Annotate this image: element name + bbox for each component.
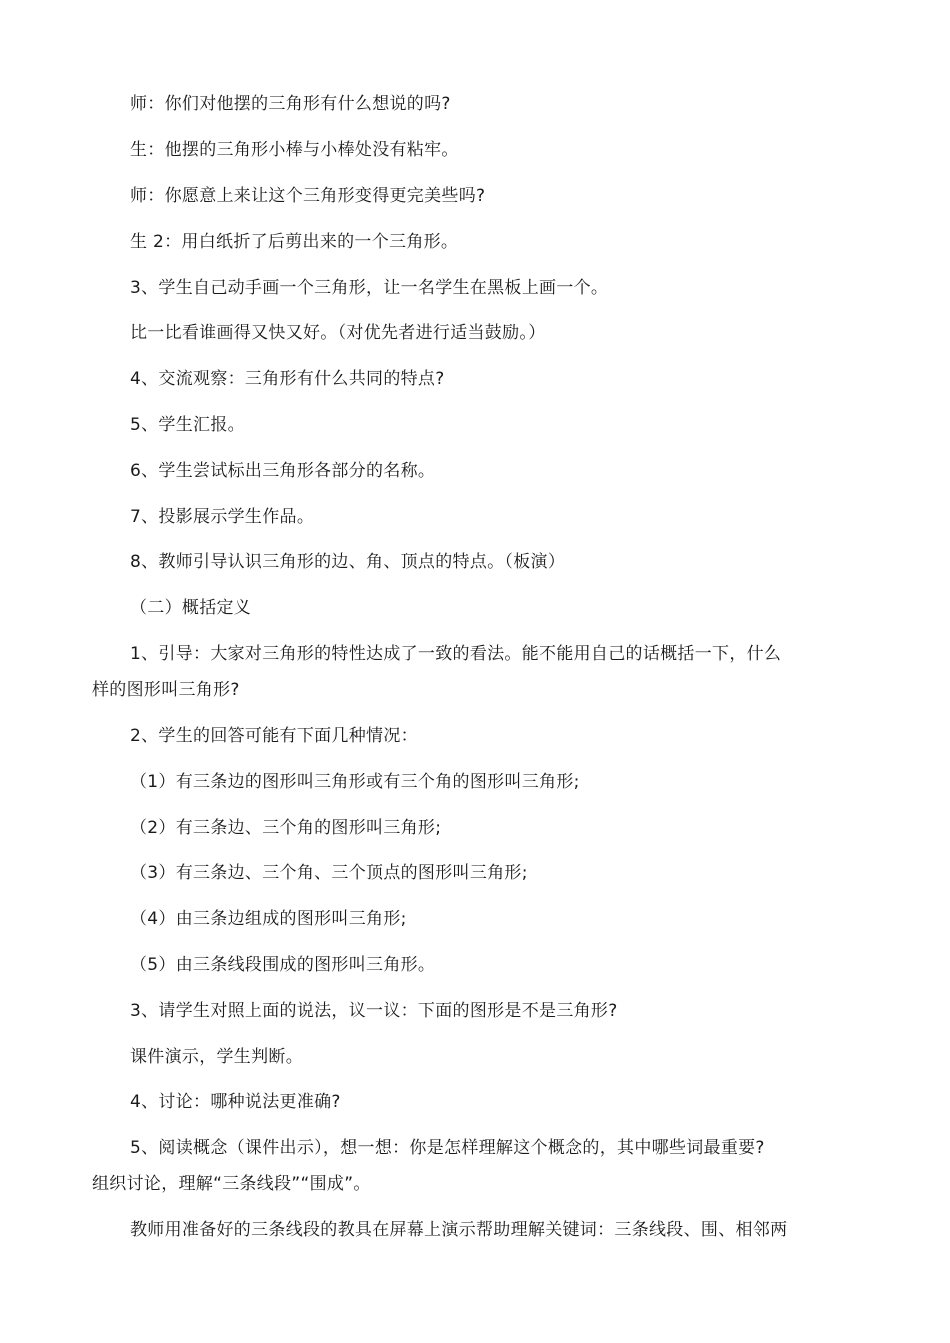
list-item: （1）有三条边的图形叫三角形或有三个角的图形叫三角形;	[130, 772, 580, 792]
text-line: 5、阅读概念（课件出示），想一想：你是怎样理解这个概念的，其中哪些词最重要?	[130, 1138, 765, 1158]
text-line: 4、交流观察：三角形有什么共同的特点?	[130, 369, 445, 389]
list-item: （4）由三条边组成的图形叫三角形;	[130, 909, 407, 929]
text-line: 生：他摆的三角形小棒与小棒处没有粘牢。	[130, 140, 459, 160]
text-line: 3、请学生对照上面的说法，议一议：下面的图形是不是三角形?	[130, 1001, 618, 1021]
section-heading: （二）概括定义	[130, 598, 252, 618]
text-line: 师：你愿意上来让这个三角形变得更完美些吗?	[130, 186, 486, 206]
text-line: 比一比看谁画得又快又好。（对优先者进行适当鼓励。）	[130, 323, 546, 343]
text-line-continuation: 样的图形叫三角形?	[92, 680, 240, 700]
text-line: 6、学生尝试标出三角形各部分的名称。	[130, 461, 436, 481]
text-line: 3、学生自己动手画一个三角形，让一名学生在黑板上画一个。	[130, 278, 609, 298]
list-item: （2）有三条边、三个角的图形叫三角形;	[130, 818, 442, 838]
text-line: 师：你们对他摆的三角形有什么想说的吗?	[130, 94, 451, 114]
list-item: （3）有三条边、三个角、三个顶点的图形叫三角形;	[130, 863, 528, 883]
text-line: 4、讨论：哪种说法更准确?	[130, 1092, 341, 1112]
text-line: 教师用准备好的三条线段的教具在屏幕上演示帮助理解关键词：三条线段、围、相邻两	[130, 1220, 788, 1240]
text-line: 7、投影展示学生作品。	[130, 507, 315, 527]
text-line: 8、教师引导认识三角形的边、角、顶点的特点。（板演）	[130, 552, 566, 572]
text-line: 课件演示，学生判断。	[130, 1047, 303, 1067]
text-line: 2、学生的回答可能有下面几种情况：	[130, 726, 418, 746]
list-item: （5）由三条线段围成的图形叫三角形。	[130, 955, 436, 975]
text-line: 生 2：用白纸折了后剪出来的一个三角形。	[130, 232, 459, 252]
text-line: 5、学生汇报。	[130, 415, 245, 435]
text-line-continuation: 组织讨论，理解“三条线段”“围成”。	[92, 1174, 371, 1194]
text-line: 1、引导：大家对三角形的特性达成了一致的看法。能不能用自己的话概括一下，什么	[130, 644, 782, 664]
